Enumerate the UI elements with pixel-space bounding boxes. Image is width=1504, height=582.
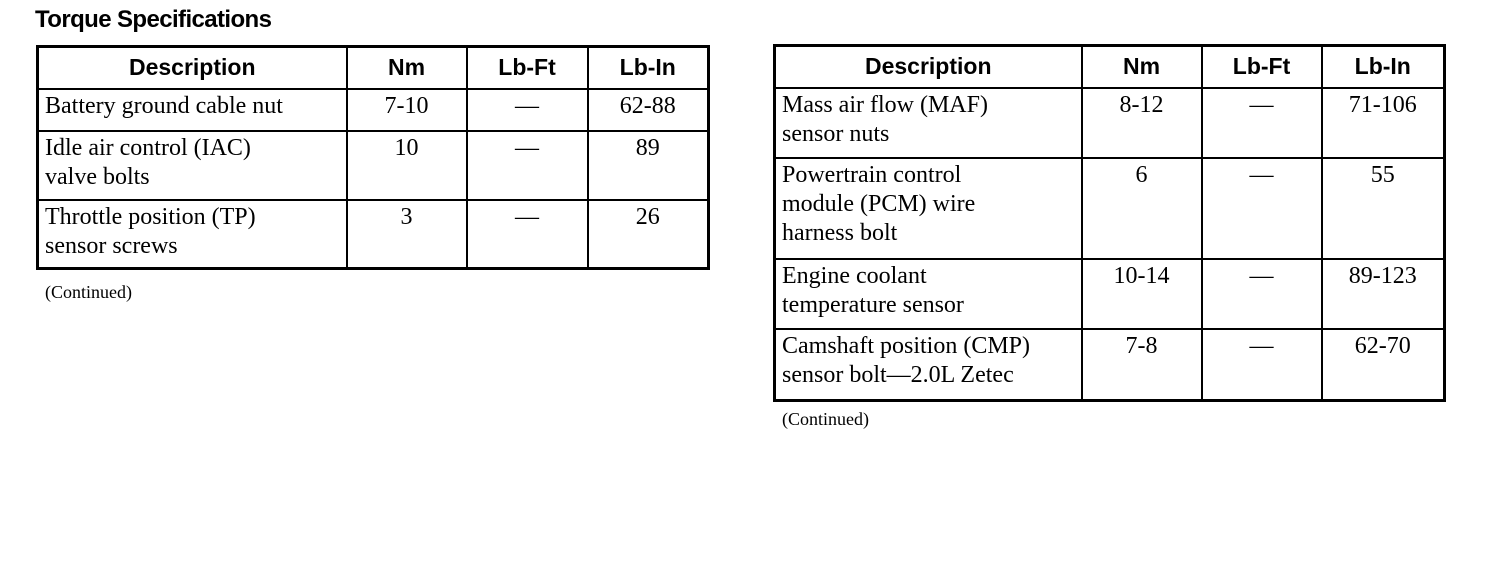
table-row (38, 131, 709, 200)
description-line: Idle air control (IAC) (45, 134, 251, 161)
nm-cell: 10 (347, 131, 467, 200)
page-title: Torque Specifications (35, 6, 272, 33)
header-nm: Nm (347, 47, 467, 89)
description-line: Mass air flow (MAF) (782, 91, 988, 118)
lb-in-cell: 62-70 (1322, 329, 1445, 401)
description-cell (38, 200, 347, 269)
description-cell (775, 329, 1082, 401)
description-line: harness bolt (782, 219, 898, 246)
lb-ft-cell: — (1202, 259, 1322, 329)
description-line: sensor screws (45, 232, 178, 259)
description-line: sensor nuts (782, 120, 890, 147)
description-line: Camshaft position (CMP) (782, 332, 1031, 359)
description-cell (38, 89, 347, 131)
lb-ft-cell: — (1202, 329, 1322, 401)
table-header-row (38, 47, 709, 89)
description-line: valve bolts (45, 163, 150, 190)
table-row (38, 200, 709, 269)
lb-in-cell: 55 (1322, 158, 1445, 259)
description-line: module (PCM) wire (782, 190, 976, 217)
lb-ft-cell: — (1202, 158, 1322, 259)
header-description: Description (38, 47, 347, 89)
continued-note: (Continued) (45, 282, 132, 302)
lb-ft-cell: — (467, 89, 588, 131)
nm-cell: 7-10 (347, 89, 467, 131)
description-cell (38, 131, 347, 200)
description-cell (775, 259, 1082, 329)
torque-table-right (773, 44, 1446, 402)
table-header-row (775, 46, 1445, 88)
lb-in-cell: 71-106 (1322, 88, 1445, 158)
description-cell (775, 158, 1082, 259)
lb-ft-cell: — (1202, 88, 1322, 158)
table-row (775, 88, 1445, 158)
lb-in-cell: 89 (588, 131, 709, 200)
lb-in-cell: 89-123 (1322, 259, 1445, 329)
description-line: Battery ground cable nut (45, 92, 283, 119)
table-row (775, 158, 1445, 259)
nm-cell: 10-14 (1082, 259, 1202, 329)
header-lb-ft: Lb-Ft (1202, 46, 1322, 88)
description-line: temperature sensor (782, 291, 964, 318)
description-line: Powertrain control (782, 161, 962, 188)
table-row (775, 259, 1445, 329)
header-lb-in: Lb-In (1322, 46, 1445, 88)
header-lb-in: Lb-In (588, 47, 709, 89)
nm-cell: 3 (347, 200, 467, 269)
nm-cell: 7-8 (1082, 329, 1202, 401)
description-line: Engine coolant (782, 262, 927, 289)
table-row (775, 329, 1445, 401)
torque-table-left (36, 45, 710, 270)
header-lb-ft: Lb-Ft (467, 47, 588, 89)
continued-note: (Continued) (782, 409, 869, 429)
header-nm: Nm (1082, 46, 1202, 88)
nm-cell: 6 (1082, 158, 1202, 259)
lb-in-cell: 62-88 (588, 89, 709, 131)
lb-ft-cell: — (467, 200, 588, 269)
nm-cell: 8-12 (1082, 88, 1202, 158)
header-description: Description (775, 46, 1082, 88)
description-line: Throttle position (TP) (45, 203, 256, 230)
lb-in-cell: 26 (588, 200, 709, 269)
description-line: sensor bolt—2.0L Zetec (782, 361, 1014, 388)
lb-ft-cell: — (467, 131, 588, 200)
description-cell (775, 88, 1082, 158)
table-row (38, 89, 709, 131)
